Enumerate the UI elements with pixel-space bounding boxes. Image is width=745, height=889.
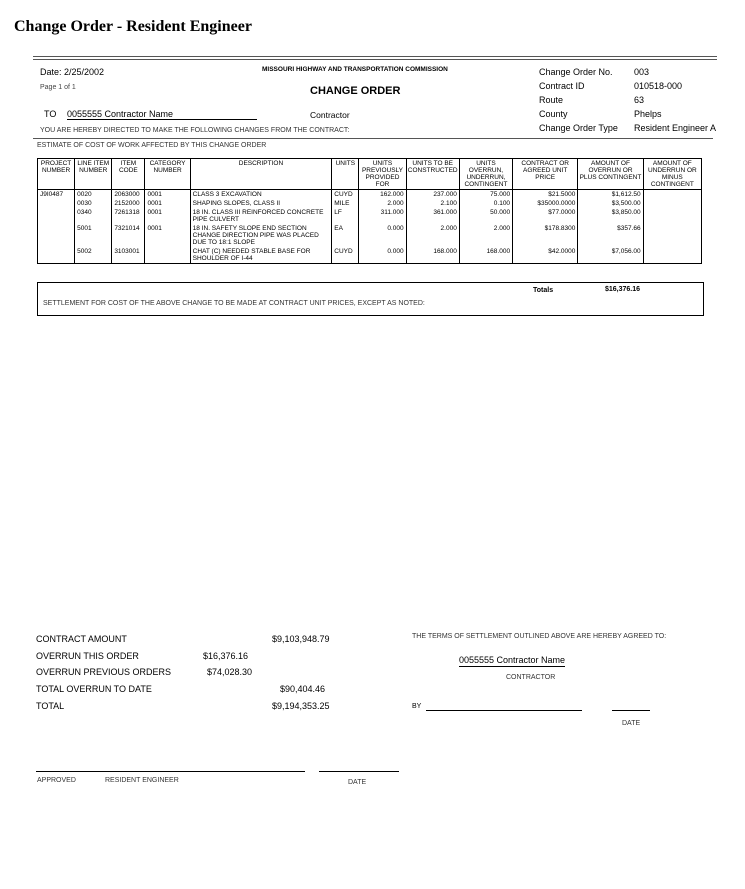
order-date: Date: 2/25/2002 (40, 67, 105, 77)
column-header: UNITS OVERRUN, UNDERRUN, CONTINGENT (459, 159, 512, 190)
overrun-this-label: OVERRUN THIS ORDER (36, 651, 139, 661)
cell-description: SHAPING SLOPES, CLASS II (190, 199, 332, 208)
approval-signature-line (36, 771, 305, 772)
estimate-table (37, 158, 702, 264)
column-header: UNITS PREVIOUSLY PROVIDED FOR (359, 159, 406, 190)
cell-description: 18 IN. CLASS III REINFORCED CONCRETE PIPE CULVERT (190, 208, 332, 224)
column-header: LINE ITEM NUMBER (75, 159, 112, 190)
column-header: PROJECT NUMBER (38, 159, 75, 190)
column-header: UNITS (332, 159, 359, 190)
cell-item-code: 7321014 (112, 224, 145, 247)
cell-units-overrun: 0.100 (459, 199, 512, 208)
cell-category (145, 247, 190, 264)
cell-units-constructed: 2.100 (406, 199, 459, 208)
overrun-previous-value: $74,028.30 (207, 667, 253, 677)
table-row (38, 190, 702, 200)
info-label: County (539, 109, 568, 119)
totals-label: Totals (533, 287, 554, 294)
total-label: TOTAL (36, 701, 65, 711)
cell-amount-underrun (643, 208, 701, 224)
page-number: Page 1 of 1 (40, 84, 76, 91)
cell-description: 18 IN. SAFETY SLOPE END SECTION CHANGE DIRECTION PIPE WAS PLACED DUE TO 18:1 SLOPE (190, 224, 332, 247)
cell-units-previous: 0.000 (359, 224, 406, 247)
cell-item-code: 2063000 (112, 190, 145, 200)
info-label: Contract ID (539, 81, 585, 91)
cell-amount-underrun (643, 199, 701, 208)
cell-category: 0001 (145, 208, 190, 224)
to-label: TO (44, 109, 57, 119)
cell-units-constructed: 237.000 (406, 190, 459, 200)
cell-units-constructed: 2.000 (406, 224, 459, 247)
table-header-row (38, 159, 702, 190)
cell-project (38, 247, 75, 264)
info-value: Resident Engineer A (634, 123, 716, 133)
cell-project (38, 224, 75, 247)
column-header: AMOUNT OF UNDERRUN OR MINUS CONTINGENT (643, 159, 701, 190)
column-header: DESCRIPTION (190, 159, 332, 190)
cell-amount-overrun: $3,500.00 (578, 199, 643, 208)
total-value: $9,194,353.25 (272, 701, 330, 711)
table-row (38, 224, 702, 247)
cell-units-overrun: 2.000 (459, 224, 512, 247)
cell-units-overrun: 50.000 (459, 208, 512, 224)
cell-description: CLASS 3 EXCAVATION (190, 190, 332, 200)
info-value: 63 (634, 95, 645, 105)
contract-amount-value: $9,103,948.79 (272, 634, 330, 644)
divider-top-1 (33, 56, 717, 57)
info-label: Change Order Type (539, 123, 618, 133)
cell-units-constructed: 168.000 (406, 247, 459, 264)
cell-project (38, 199, 75, 208)
info-label: Route (539, 95, 564, 105)
cell-line-item: 5001 (75, 224, 112, 247)
agreement-date-line (612, 710, 650, 711)
cell-unit-price: $35000.0000 (513, 199, 578, 208)
contract-amount-label: CONTRACT AMOUNT (36, 634, 127, 644)
agreement-date-label: DATE (622, 720, 641, 727)
column-header: CONTRACT OR AGREED UNIT PRICE (513, 159, 578, 190)
info-value: Phelps (634, 109, 662, 119)
commission-name: MISSOURI HIGHWAY AND TRANSPORTATION COMMISSION (262, 66, 448, 73)
cell-line-item: 0340 (75, 208, 112, 224)
approval-date-line (319, 771, 399, 772)
table-row (38, 208, 702, 224)
cell-units-previous: 311.000 (359, 208, 406, 224)
cell-unit-price: $42.0000 (513, 247, 578, 264)
directive-text: YOU ARE HEREBY DIRECTED TO MAKE THE FOLLOWING CHANGES FROM THE CONTRACT: (40, 127, 350, 134)
info-value: 010518-000 (634, 81, 683, 91)
cell-category: 0001 (145, 224, 190, 247)
resident-engineer-label: RESIDENT ENGINEER (105, 777, 179, 784)
cell-description: CHAT (C) NEEDED STABLE BASE FOR SHOULDER OF I-44 (190, 247, 332, 264)
divider-estimate (33, 138, 713, 139)
cell-units: CUYD (332, 247, 359, 264)
cell-amount-underrun (643, 224, 701, 247)
total-overrun-label: TOTAL OVERRUN TO DATE (36, 684, 152, 694)
approval-date-label: DATE (348, 779, 367, 786)
cell-units: MILE (332, 199, 359, 208)
totals-value: $16,376.16 (605, 286, 641, 293)
column-header: UNITS TO BE CONSTRUCTED (406, 159, 459, 190)
cell-units-previous: 162.000 (359, 190, 406, 200)
cell-units: LF (332, 208, 359, 224)
info-value: 003 (634, 67, 650, 77)
table-row (38, 199, 702, 208)
cell-project (38, 208, 75, 224)
by-signature-line (426, 710, 582, 711)
page-title: Change Order - Resident Engineer (14, 18, 252, 35)
cell-amount-underrun (643, 247, 701, 264)
column-header: ITEM CODE (112, 159, 145, 190)
cell-line-item: 0030 (75, 199, 112, 208)
cell-amount-overrun: $3,850.00 (578, 208, 643, 224)
contractor-caption: CONTRACTOR (506, 674, 556, 681)
cell-item-code: 7261318 (112, 208, 145, 224)
terms-text: THE TERMS OF SETTLEMENT OUTLINED ABOVE ARE HEREBY AGREED TO: (412, 633, 667, 640)
cell-units: CUYD (332, 190, 359, 200)
cell-item-code: 3103001 (112, 247, 145, 264)
cell-unit-price: $178.8300 (513, 224, 578, 247)
cell-units-constructed: 361.000 (406, 208, 459, 224)
cell-unit-price: $77.0000 (513, 208, 578, 224)
settlement-note: SETTLEMENT FOR COST OF THE ABOVE CHANGE TO BE MADE AT CONTRACT UNIT PRICES, EXCEPT AS NOTED: (43, 300, 425, 307)
table-row (38, 247, 702, 264)
cell-project: J9I0487 (38, 190, 75, 200)
totals-box (37, 282, 704, 316)
info-label: Change Order No. (539, 67, 613, 77)
cell-category: 0001 (145, 190, 190, 200)
cell-unit-price: $21.5000 (513, 190, 578, 200)
column-header: CATEGORY NUMBER (145, 159, 190, 190)
cell-line-item: 0020 (75, 190, 112, 200)
overrun-this-value: $16,376.16 (203, 651, 249, 661)
approved-label: APPROVED (37, 777, 76, 784)
cell-units-previous: 2.000 (359, 199, 406, 208)
cell-line-item: 5002 (75, 247, 112, 264)
total-overrun-value: $90,404.46 (280, 684, 326, 694)
cell-amount-overrun: $7,056.00 (578, 247, 643, 264)
cell-item-code: 2152000 (112, 199, 145, 208)
cell-units-previous: 0.000 (359, 247, 406, 264)
by-label: BY (412, 703, 422, 710)
divider-top-2 (33, 59, 717, 60)
cell-units: EA (332, 224, 359, 247)
cell-amount-overrun: $1,612.50 (578, 190, 643, 200)
cell-amount-overrun: $357.66 (578, 224, 643, 247)
document-title: CHANGE ORDER (310, 85, 401, 97)
cell-amount-underrun (643, 190, 701, 200)
cell-category: 0001 (145, 199, 190, 208)
cell-units-overrun: 75.000 (459, 190, 512, 200)
contractor-label: Contractor (310, 110, 350, 120)
cell-units-overrun: 168.000 (459, 247, 512, 264)
column-header: AMOUNT OF OVERRUN OR PLUS CONTINGENT (578, 159, 643, 190)
agreement-contractor-name: 0055555 Contractor Name (459, 655, 566, 665)
estimate-label: ESTIMATE OF COST OF WORK AFFECTED BY THIS CHANGE ORDER (37, 142, 267, 149)
to-contractor: 0055555 Contractor Name (67, 109, 257, 120)
overrun-previous-label: OVERRUN PREVIOUS ORDERS (36, 667, 172, 677)
